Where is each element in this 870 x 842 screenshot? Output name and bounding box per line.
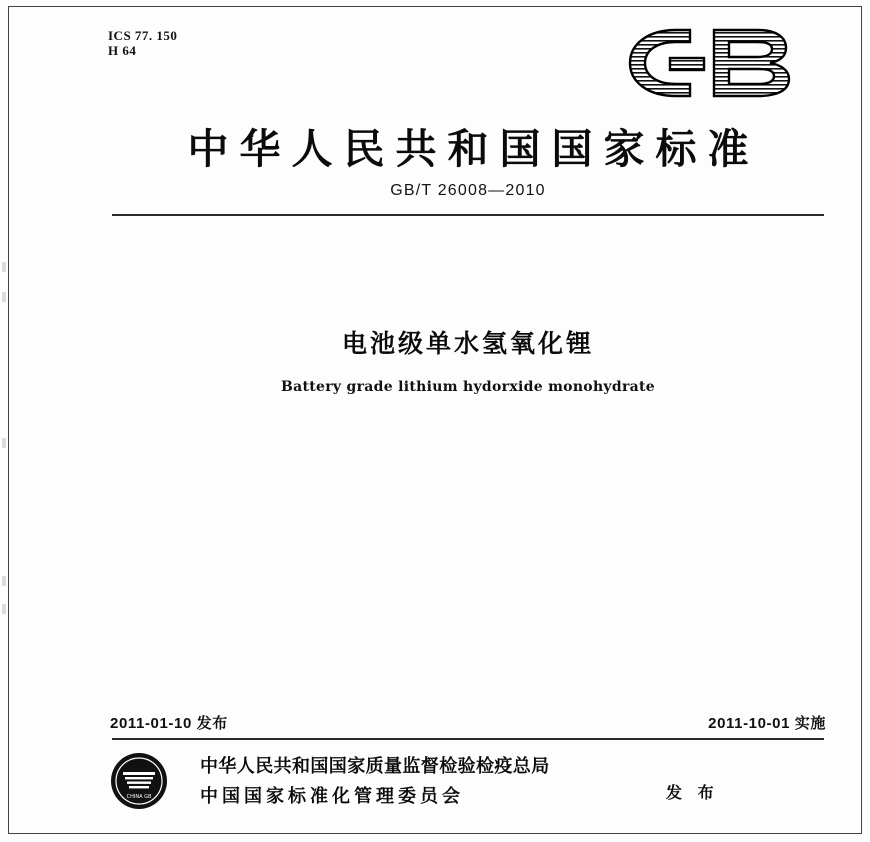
gb-logo-icon [618, 24, 818, 102]
header-divider [112, 214, 824, 216]
classification-code: H 64 [108, 43, 137, 58]
implementation-date: 2011-10-01 实施 [708, 715, 826, 732]
subject-title-cn: 电池级单水氢氧化锂 [341, 329, 594, 358]
publisher-names [200, 752, 550, 808]
subject-title-en: Battery grade lithium hydorxide monohydrate [281, 379, 655, 395]
scan-artifact [2, 262, 6, 272]
scan-artifact [2, 604, 6, 614]
date-row [108, 712, 828, 734]
publisher-line-2: 中国国家标准化管理委员会 [200, 786, 464, 807]
ics-code: ICS 77. 150 [108, 28, 178, 43]
svg-text:CHINA GB: CHINA GB [126, 794, 152, 800]
scan-artifact [2, 438, 6, 448]
page-title: 中华人民共和国国家标准 [187, 125, 760, 173]
ics-block [108, 28, 177, 58]
scan-artifact [2, 576, 6, 586]
publisher-line-1: 中华人民共和国国家质量监督检验检疫总局 [200, 756, 550, 777]
publisher-block [108, 750, 828, 812]
cover-content [108, 24, 828, 814]
publish-verb: 发 布 [666, 783, 719, 802]
scan-artifact [2, 292, 6, 302]
national-emblem-seal-icon [110, 752, 168, 810]
issue-date: 2011-01-10 发布 [110, 715, 228, 732]
standard-number: GB/T 26008—2010 [390, 182, 546, 199]
footer-divider [112, 738, 824, 740]
